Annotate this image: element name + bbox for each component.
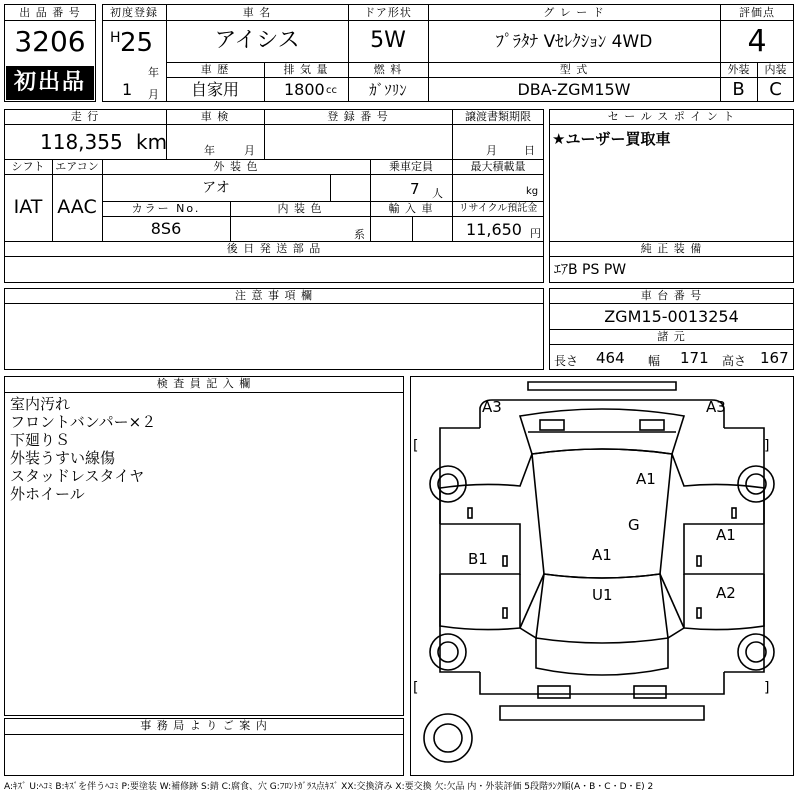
inspector-line: 外ホイール	[10, 485, 85, 503]
inspector-label: 検 査 員 記 入 欄	[156, 377, 252, 390]
width-label: 幅	[648, 354, 661, 368]
max-load-label: 最大積載量	[470, 160, 526, 173]
rear-body	[520, 628, 684, 675]
inspector-line: 室内汚れ	[10, 395, 71, 413]
mark-a1-center: A1	[592, 546, 612, 564]
int-color-unit: 系	[354, 228, 365, 241]
later-parts-label: 後 日 発 送 部 品	[226, 242, 322, 255]
mark-a1-roof: A1	[636, 470, 656, 488]
capacity-value: 7	[410, 180, 420, 198]
office-label: 事 務 局 よ り ご 案 内	[140, 719, 268, 732]
exterior-label: 外装	[727, 63, 750, 76]
interior-label: 内装	[764, 63, 787, 76]
lot-label: 出 品 番 号	[19, 6, 81, 19]
sales-point-value: ★ユーザー買取車	[552, 130, 671, 148]
interior-grade: C	[769, 79, 782, 100]
shift-value: IAT	[13, 196, 43, 218]
door-label: ドア形状	[364, 6, 412, 19]
recycle-unit: 円	[530, 227, 541, 240]
bracket-right-bottom: ]	[764, 680, 770, 696]
bracket-right-top: ]	[764, 438, 770, 454]
car-name-label: 車 名	[242, 6, 272, 19]
front-body	[480, 400, 724, 428]
chassis-label: 車 台 番 号	[640, 289, 703, 302]
chassis-value: ZGM15-0013254	[604, 307, 739, 326]
fuel-value: ｶﾞｿﾘﾝ	[369, 81, 407, 99]
equipment-value: ｴｱB PS PW	[554, 262, 627, 278]
mark-a3-left: A3	[482, 398, 502, 416]
equipment-label: 純 正 装 備	[640, 242, 703, 255]
wheel-front-right	[738, 466, 774, 502]
mileage-value: 118,355	[40, 130, 123, 154]
front-bumper	[528, 382, 676, 390]
recycle-label: リサイクル預託金	[458, 203, 538, 214]
first-listing-text: 初出品	[13, 70, 86, 95]
spare-wheel	[424, 714, 472, 762]
ext-color-label: 外 装 色	[213, 160, 259, 173]
height-value: 167	[760, 349, 789, 367]
mileage-label: 走 行	[70, 110, 100, 123]
width-value: 171	[680, 349, 709, 367]
mark-g-glass: G	[628, 516, 640, 534]
length-label: 長さ	[554, 354, 579, 368]
height-label: 高さ	[722, 354, 747, 368]
mark-u1-center: U1	[592, 586, 613, 604]
transfer-month-unit: 月	[486, 144, 497, 157]
length-value: 464	[596, 349, 625, 367]
inspector-line: 外装うすい線傷	[10, 449, 116, 467]
displacement-label: 排 気 量	[283, 63, 329, 76]
mileage-unit: km	[136, 130, 168, 154]
reg-year: 25	[120, 28, 154, 58]
inspector-line: フロントバンパー×２	[10, 413, 157, 431]
legend-text: A:ｷｽﾞ U:ﾍｺﾐ B:ｷｽﾞを伴うﾍｺﾐ P:要塗装 W:補修跡 S:錆 C:腐食、穴 G:ﾌﾛﾝﾄｶﾞﾗｽ点ｷｽﾞ XX:交換済み X:要交換 欠:欠品 内・外装評価 5段階ﾗﾝｸ順(A・B・C・D・E) 2	[4, 782, 654, 792]
lot-number: 3206	[14, 25, 86, 58]
door-value: 5W	[370, 28, 406, 53]
dims-label: 諸 元	[657, 330, 686, 343]
wheel-front-left	[430, 466, 466, 502]
capacity-label: 乗車定員	[389, 160, 433, 173]
year-unit: 年	[148, 66, 159, 79]
import-label: 輸 入 車	[388, 202, 434, 215]
exterior-grade: B	[732, 79, 745, 100]
model-value: DBA-ZGM15W	[517, 80, 631, 99]
inspection-month-unit: 月	[244, 144, 255, 157]
recycle-value: 11,650	[466, 220, 522, 239]
score-value: 4	[747, 24, 767, 59]
month-unit: 月	[148, 88, 159, 101]
rear-bumper-left	[538, 686, 570, 698]
max-load-unit: kg	[526, 186, 539, 197]
shift-label: シフト	[11, 160, 45, 173]
history-label: 車 歴	[200, 63, 230, 76]
ac-value: AAC	[57, 196, 97, 218]
sales-point-label: セ ー ル ス ポ イ ン ト	[607, 110, 736, 123]
grade-value: ﾌﾟﾗﾀﾅ Vｾﾚｸｼｮﾝ 4WD	[495, 32, 653, 52]
grade-label: グ レ ー ド	[543, 6, 605, 19]
inspector-line: 下廻りＳ	[10, 431, 71, 449]
color-no-label: カラー No.	[131, 202, 201, 215]
transfer-label: 譲渡書類期限	[465, 110, 531, 123]
mark-a1-right-door: A1	[716, 526, 736, 544]
score-label: 評価点	[739, 6, 775, 19]
reg-no-label: 登 録 番 号	[327, 110, 389, 123]
capacity-unit: 人	[432, 187, 443, 200]
mark-a2-right: A2	[716, 584, 736, 602]
car-name: アイシス	[214, 28, 300, 53]
car-diagram-drawing	[410, 376, 794, 776]
mark-b1-left-door: B1	[468, 550, 488, 568]
inspector-line: スタッドレスタイヤ	[10, 467, 145, 485]
wheel-rear-right	[738, 634, 774, 670]
bracket-left-bottom: [	[413, 680, 419, 696]
right-side	[724, 428, 764, 672]
transfer-day-unit: 日	[524, 144, 535, 157]
reg-month: 1	[122, 80, 133, 99]
rear-bumper-right	[634, 686, 666, 698]
inspection-label: 車 検	[200, 110, 230, 123]
displacement-value: 1800	[284, 80, 325, 99]
ext-color-value: アオ	[202, 180, 230, 196]
ac-label: エアコン	[55, 160, 99, 173]
inspection-year-unit: 年	[204, 144, 215, 157]
reg-label: 初度登録	[110, 6, 158, 19]
rear-window	[536, 574, 668, 643]
fuel-label: 燃 料	[373, 63, 403, 76]
bracket-left-top: [	[413, 438, 419, 454]
int-color-label: 内 装 色	[277, 202, 323, 215]
wheel-rear-left	[430, 634, 466, 670]
notes-label: 注 意 事 項 欄	[235, 289, 313, 302]
history-value: 自家用	[190, 80, 239, 99]
color-no-value: 8S6	[150, 219, 182, 238]
displacement-unit: cc	[326, 85, 337, 96]
model-label: 型 式	[559, 63, 589, 76]
mark-a3-right: A3	[706, 398, 726, 416]
reg-era: H	[110, 30, 121, 46]
